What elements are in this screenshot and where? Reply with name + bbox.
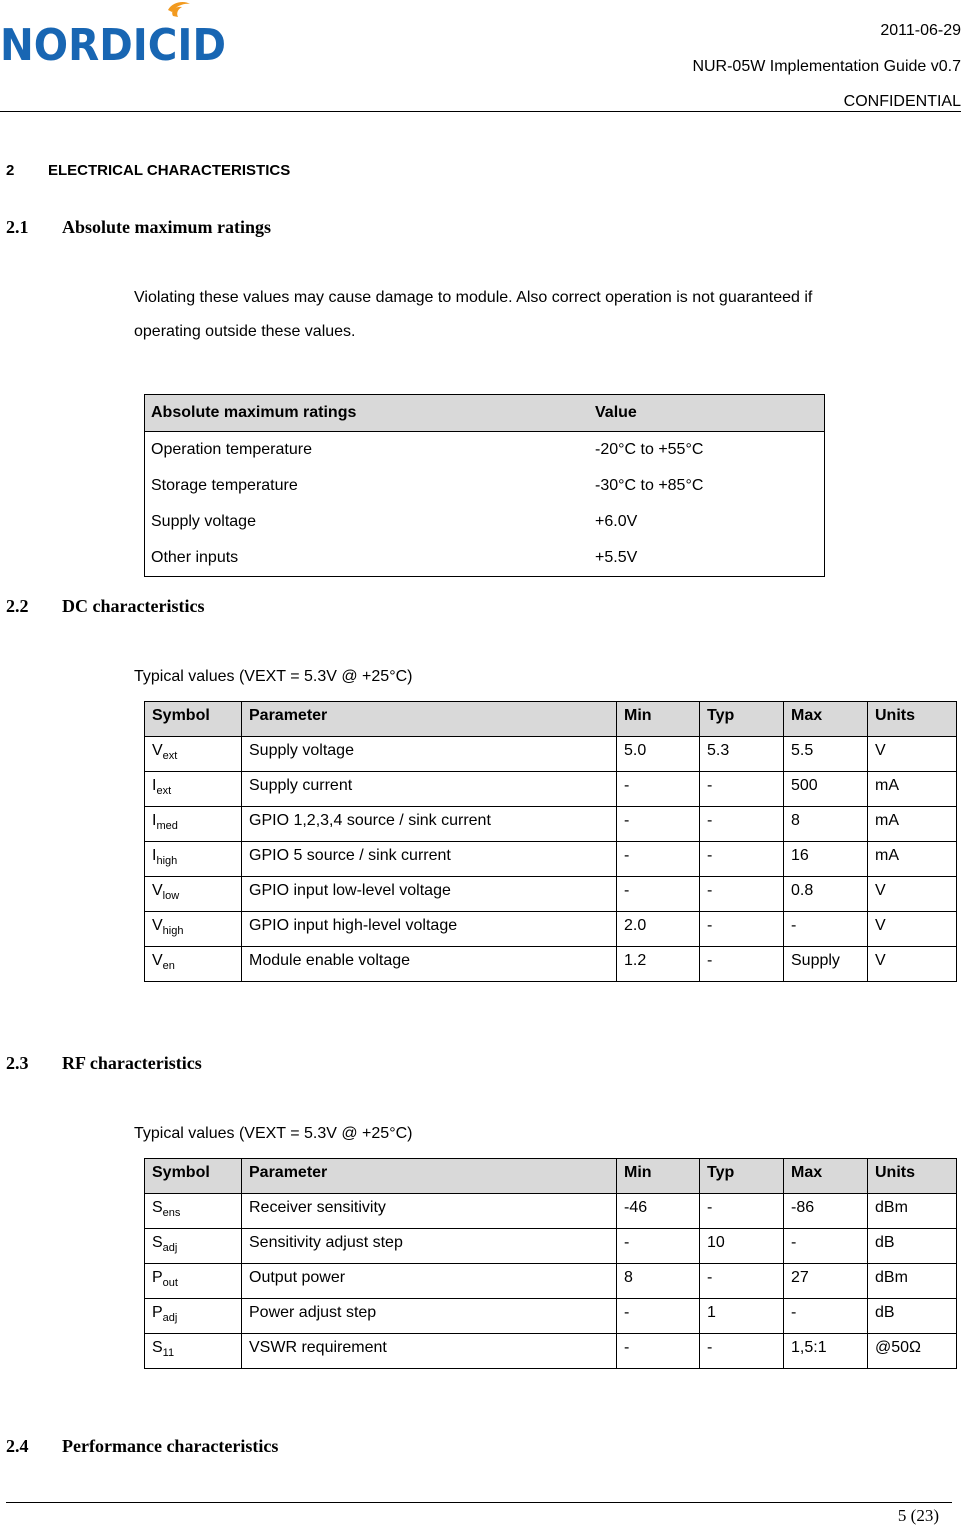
- page-number: 5 (23): [897, 1506, 939, 1525]
- table-row: [145, 877, 957, 912]
- footer-divider: [6, 1502, 952, 1503]
- parameter-cell: Power adjust step: [242, 1299, 617, 1334]
- min-cell: -: [617, 1229, 700, 1264]
- typ-cell: -: [700, 807, 784, 842]
- column-header: Typ: [700, 702, 784, 737]
- table-row: [145, 468, 825, 504]
- header-divider: [0, 111, 961, 112]
- abs-max-ratings-table: [144, 394, 825, 577]
- parameter-cell: Sensitivity adjust step: [242, 1229, 617, 1264]
- table-row: [145, 807, 957, 842]
- typ-cell: -: [700, 842, 784, 877]
- units-cell: V: [868, 947, 957, 982]
- subsection-number: 2.2: [6, 596, 29, 616]
- max-cell: 0.8: [784, 877, 868, 912]
- min-cell: -46: [617, 1194, 700, 1229]
- column-header: Typ: [700, 1159, 784, 1194]
- units-cell: V: [868, 877, 957, 912]
- max-cell: 27: [784, 1264, 868, 1299]
- table-row: [145, 1194, 957, 1229]
- typ-cell: -: [700, 772, 784, 807]
- max-cell: -86: [784, 1194, 868, 1229]
- max-cell: 5.5: [784, 737, 868, 772]
- rating-name: Storage temperature: [151, 477, 298, 494]
- description-line: operating outside these values.: [134, 323, 356, 340]
- min-cell: 5.0: [617, 737, 700, 772]
- min-cell: 1.2: [617, 947, 700, 982]
- min-cell: -: [617, 1334, 700, 1369]
- table-row: [145, 540, 825, 577]
- table-row: [145, 1264, 957, 1299]
- typ-cell: -: [700, 1194, 784, 1229]
- dc-table-caption: Typical values (VEXT = 5.3V @ +25°C): [134, 668, 413, 685]
- parameter-cell: Supply voltage: [242, 737, 617, 772]
- section-heading: [6, 162, 290, 179]
- typ-cell: -: [700, 1264, 784, 1299]
- parameter-cell: Output power: [242, 1264, 617, 1299]
- symbol-cell: $V_{high}$: [145, 912, 242, 947]
- symbol-cell: $S_{11}$: [145, 1334, 242, 1369]
- table-row: [145, 912, 957, 947]
- table-header-row: [145, 395, 825, 432]
- min-cell: -: [617, 772, 700, 807]
- table-row: [145, 1334, 957, 1369]
- column-header: Parameter: [242, 1159, 617, 1194]
- column-header: Units: [868, 702, 957, 737]
- subsection-heading-2-3: [6, 1053, 202, 1074]
- rating-name: Other inputs: [151, 549, 239, 566]
- rating-value: +6.0V: [595, 513, 638, 530]
- rating-value: -30°C to +85°C: [595, 477, 704, 494]
- symbol-cell: $V_{en}$: [145, 947, 242, 982]
- subsection-title: Performance characteristics: [62, 1436, 279, 1456]
- nordic-id-logo: [0, 0, 228, 66]
- parameter-cell: GPIO input high-level voltage: [242, 912, 617, 947]
- subsection-heading-2-4: [6, 1436, 278, 1457]
- units-cell: dB: [868, 1229, 957, 1264]
- column-header: Max: [784, 1159, 868, 1194]
- column-header: Value: [589, 395, 825, 432]
- rf-table-caption: Typical values (VEXT = 5.3V @ +25°C): [134, 1125, 413, 1142]
- units-cell: V: [868, 737, 957, 772]
- symbol-cell: $I_{med}$: [145, 807, 242, 842]
- dc-characteristics-table: [144, 701, 957, 982]
- typ-cell: 1: [700, 1299, 784, 1334]
- column-header: Parameter: [242, 702, 617, 737]
- min-cell: -: [617, 1299, 700, 1334]
- units-cell: dBm: [868, 1194, 957, 1229]
- max-cell: -: [784, 1299, 868, 1334]
- description-line: Violating these values may cause damage to module. Also correct operation is not guaranteed if: [134, 289, 813, 306]
- column-header: Symbol: [145, 1159, 242, 1194]
- parameter-cell: Module enable voltage: [242, 947, 617, 982]
- max-cell: -: [784, 912, 868, 947]
- header-doc-title: NUR-05W Implementation Guide v0.7: [692, 58, 961, 75]
- typ-cell: -: [700, 912, 784, 947]
- subsection-number: 2.4: [6, 1436, 29, 1456]
- parameter-cell: GPIO input low-level voltage: [242, 877, 617, 912]
- typ-cell: -: [700, 877, 784, 912]
- max-cell: 16: [784, 842, 868, 877]
- symbol-cell: $V_{ext}$: [145, 737, 242, 772]
- rf-characteristics-table: [144, 1158, 957, 1369]
- min-cell: -: [617, 877, 700, 912]
- parameter-cell: VSWR requirement: [242, 1334, 617, 1369]
- column-header: Min: [617, 1159, 700, 1194]
- column-header: Symbol: [145, 702, 242, 737]
- table-row: [145, 504, 825, 540]
- subsection-title: RF characteristics: [62, 1053, 202, 1073]
- symbol-cell: $S_{adj}$: [145, 1229, 242, 1264]
- header-date: 2011-06-29: [880, 22, 961, 39]
- rating-value: -20°C to +55°C: [595, 441, 704, 458]
- logo-text: NORDICID: [0, 20, 226, 66]
- table-header-row: [145, 1159, 957, 1194]
- table-row: [145, 842, 957, 877]
- column-header: Min: [617, 702, 700, 737]
- subsection-heading-2-1: [6, 217, 271, 238]
- max-cell: Supply: [784, 947, 868, 982]
- max-cell: 8: [784, 807, 868, 842]
- max-cell: -: [784, 1229, 868, 1264]
- units-cell: dBm: [868, 1264, 957, 1299]
- max-cell: 1,5:1: [784, 1334, 868, 1369]
- units-cell: @50Ω: [868, 1334, 957, 1369]
- table-row: [145, 432, 825, 469]
- section-title: ELECTRICAL CHARACTERISTICS: [48, 162, 291, 179]
- typ-cell: -: [700, 1334, 784, 1369]
- symbol-cell: $P_{out}$: [145, 1264, 242, 1299]
- units-cell: V: [868, 912, 957, 947]
- parameter-cell: GPIO 1,2,3,4 source / sink current: [242, 807, 617, 842]
- subsection-number: 2.1: [6, 217, 29, 237]
- parameter-cell: Supply current: [242, 772, 617, 807]
- min-cell: 8: [617, 1264, 700, 1299]
- units-cell: mA: [868, 842, 957, 877]
- typ-cell: -: [700, 947, 784, 982]
- table-row: [145, 1299, 957, 1334]
- table-row: [145, 1229, 957, 1264]
- symbol-cell: $I_{high}$: [145, 842, 242, 877]
- units-cell: mA: [868, 807, 957, 842]
- header-confidentiality: CONFIDENTIAL: [843, 93, 961, 110]
- table-header-row: [145, 702, 957, 737]
- symbol-cell: $P_{adj}$: [145, 1299, 242, 1334]
- symbol-cell: $V_{low}$: [145, 877, 242, 912]
- parameter-cell: Receiver sensitivity: [242, 1194, 617, 1229]
- subsection-number: 2.3: [6, 1053, 29, 1073]
- abs-max-description: [134, 281, 914, 349]
- rating-value: +5.5V: [595, 549, 638, 566]
- typ-cell: 5.3: [700, 737, 784, 772]
- max-cell: 500: [784, 772, 868, 807]
- column-header: Absolute maximum ratings: [145, 395, 590, 432]
- min-cell: -: [617, 807, 700, 842]
- table-row: [145, 947, 957, 982]
- symbol-cell: $S_{ens}$: [145, 1194, 242, 1229]
- table-row: [145, 737, 957, 772]
- rating-name: Operation temperature: [151, 441, 312, 458]
- section-number: 2: [6, 162, 15, 179]
- column-header: Units: [868, 1159, 957, 1194]
- min-cell: 2.0: [617, 912, 700, 947]
- min-cell: -: [617, 842, 700, 877]
- subsection-title: DC characteristics: [62, 596, 205, 616]
- symbol-cell: $I_{ext}$: [145, 772, 242, 807]
- parameter-cell: GPIO 5 source / sink current: [242, 842, 617, 877]
- table-row: [145, 772, 957, 807]
- typ-cell: 10: [700, 1229, 784, 1264]
- units-cell: dB: [868, 1299, 957, 1334]
- rating-name: Supply voltage: [151, 513, 256, 530]
- subsection-title: Absolute maximum ratings: [62, 217, 272, 237]
- units-cell: mA: [868, 772, 957, 807]
- column-header: Max: [784, 702, 868, 737]
- subsection-heading-2-2: [6, 596, 204, 617]
